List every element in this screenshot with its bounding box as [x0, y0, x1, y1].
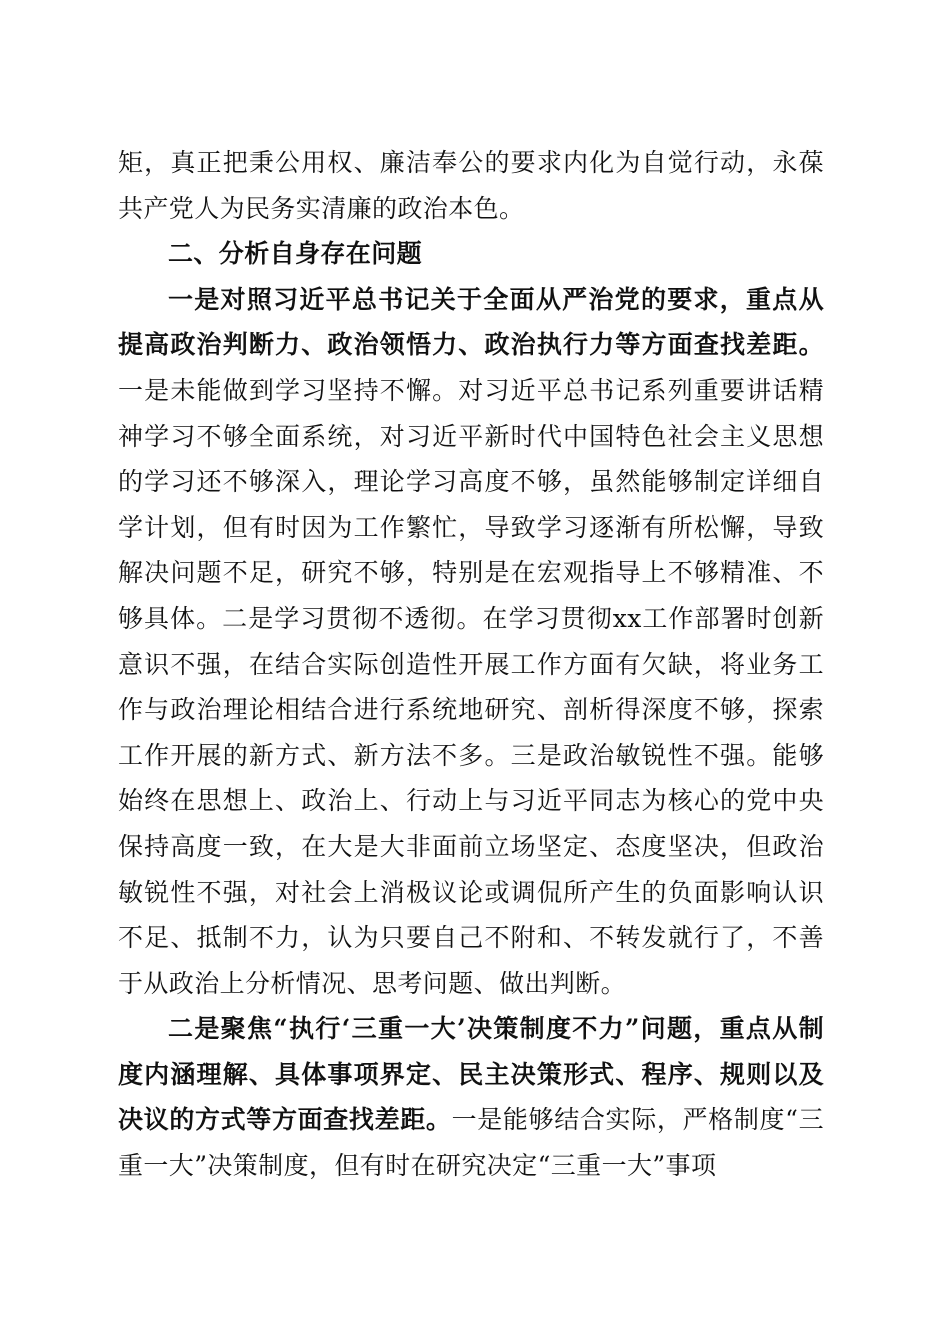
paragraph-2-body: 一是能够结合实际，严格制度“三重一大”决策制度，但有时在研究决定“三重一大”事项 — [118, 1105, 824, 1181]
paragraph-1 — [118, 277, 824, 1007]
paragraph-1-body: 一是未能做到学习坚持不懈。对习近平总书记系列重要讲话精神学习不够全面系统，对习近平新时代中国特色社会主义思想的学习还不够深入，理论学习高度不够，虽然能够制定详细自学计划，但有时因为工作繁忙，导致学习逐渐有所松懈，导致解决问题不足，研究不够，特别是在宏观指导上不够精准、不够具体。二是学习贯彻不透彻。在学习贯彻xx工作部署时创新意识不强，在结合实际创造性开展工作方面有欠缺，将业务工作与政治理论相结合进行系统地研究、剖析得深度不够，探索工作开展的新方式、新方法不多。三是政治敏锐性不强。能够始终在思想上、政治上、行动上与习近平同志为核心的党中央保持高度一致，在大是大非面前立场坚定、态度坚决，但政治敏锐性不强，对社会上消极议论或调侃所产生的负面影响认识不足、抵制不力，认为只要自己不附和、不转发就行了，不善于从政治上分析情况、思考问题、做出判断。 — [118, 375, 824, 998]
paragraph-1-lead: 一是对照习近平总书记关于全面从严治党的要求，重点从提高政治判断力、政治领悟力、政治执行力等方面查找差距。 — [118, 284, 824, 360]
document-body — [118, 140, 824, 1189]
section-heading: 二、分析自身存在问题 — [168, 239, 423, 269]
paragraph-2-lead: 二是聚焦“执行‘三重一大’决策制度不力”问题，重点从制度内涵理解、具体事项界定、民主决策形式、程序、规则以及决议的方式等方面查找差距。 — [118, 1014, 824, 1135]
paragraph-continuation: 矩，真正把秉公用权、廉洁奉公的要求内化为自觉行动，永葆共产党人为民务实清廉的政治本色。 — [118, 148, 824, 223]
paragraph-2 — [118, 1006, 824, 1188]
